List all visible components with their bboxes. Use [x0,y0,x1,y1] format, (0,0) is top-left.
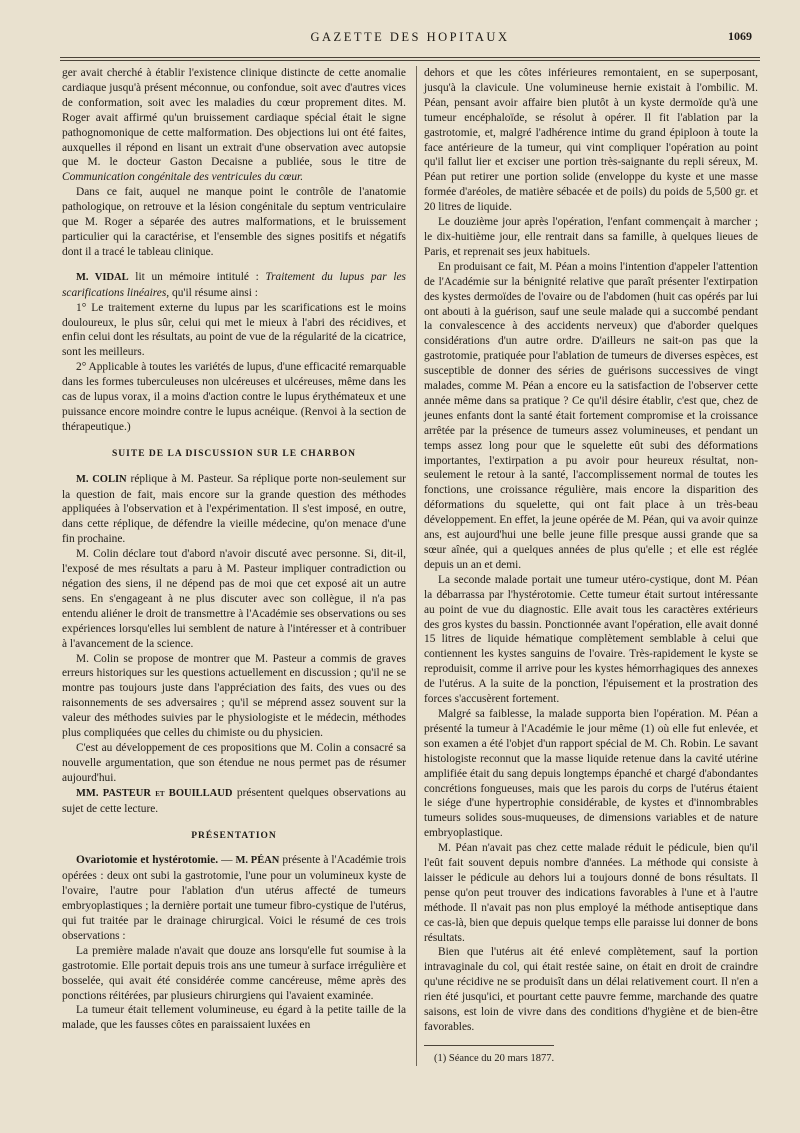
section-heading: PRÉSENTATION [191,830,277,841]
paragraph: M. Colin déclare tout d'abord n'avoir discuté avec personne. Si, dit-il, l'exposé de mes résultats a paru à M. Pasteur impliquer contradiction ou négation des siens, il ne dépend pas de moi que cet exposé ait un autre sens. En s'engageant à ne plus discuter avec son collègue, il n'a pas entendu aliéner le droit de transmettre à l'Académie ses observations ou ses expériences lorsqu'elles lui semblent de nature à l'intéresser et à contribuer à l'avancement de la science. [62,548,406,650]
paragraph: Le douzième jour après l'opération, l'enfant commençait à marcher ; le dix-huitième jour, elle rentrait dans sa famille, à quelques lieues de Paris, et reprenait ses jeux habituels. [424,216,758,258]
paragraph: Bien que l'utérus ait été enlevé complètement, sauf la portion intravaginale du col, qui était restée saine, on était en droit de craindre qu'une récidive ne se produisît dans un délai relativement court. Il n'en a rien été jusqu'ici, et pourtant cette pauvre femme, marchande des quatre saisons, est loin de vivre dans des conditions d'hygiène et de bien-être favorables. [424,946,758,1033]
speaker-name: MM. PASTEUR et BOUILLAUD [76,787,233,799]
publication-title: Communication congénitale des ventricules du cœur. [62,171,304,184]
page-number: 1069 [728,29,752,43]
paragraph: Ovariotomie et hystérotomie. — M. PÉAN présente à l'Académie trois opérées : deux ont subi la gastrotomie, l'une pour un volumineux kyste de l'ovaire, l'autre pour l'ablation d'un utérus affecté de tumeurs embryoplastiques ; la dernière portait une tumeur fibro-cystique de l'utérus, qui fut traitée par le drainage chirurgical. Voici le résumé de ces trois observations : [62,854,407,942]
paragraph: C'est au développement de ces propositions que M. Colin a consacré sa nouvelle argumentation, que son étendue ne nous permet pas de résumer aujourd'hui. [62,741,406,784]
paragraph: M. VIDAL lit un mémoire intitulé : Traitement du lupus par les scarifications linéaires, qu'il résume ainsi : [62,270,406,299]
paragraph: En produisant ce fait, M. Péan a moins l'intention d'appeler l'attention de l'Académie sur la bénignité relative que paraît présenter l'extirpation des kystes dermoïdes de l'ovaire ou de l'abdomen (huit cas opérés par lui ont abouti à la guérison, sauf une seule malade qui a succombé pendant la convalescence à des accidents nerveux) que d'aborder quelques considérations d'un autre ordre. D'ailleurs ne sait-on pas que la gastrotomie, pratiquée pour l'ablation de tumeurs de diverses espèces, est susceptible de donner des séries de guérisons successives de vingt malades, comme M. Péan a encore eu la satisfaction de l'observer cette année même dans sa pratique ? Ce qu'il désire établir, c'est que, chez de jeunes enfants dont la santé était fortement compromise et la croissance arrêtée par la présence de tumeurs assez volumineuses, et pendant un temps assez long pour que le squelette eût subi des déformations importantes, l'extirpation a pu avoir pour heureux résultat, non-seulement le retour à la santé, l'accomplissement normal de toutes les fonctions, une croissance régulière, mais encore la disparition des déformations du squelette, qui ont fait place à un très-beau développement. En effet, la jeune opérée de M. Péan, qui va avoir quinze ans, est aujourd'hui une belle jeune fille presque aussi grande que sa sœur aînée, qui a quelques années de plus qu'elle ; et elle est réglée depuis un an et demi. [424,260,758,571]
paragraph: 1° Le traitement externe du lupus par les scarifications est le moins douloureux, le plus sûr, celui qui met le mieux à l'abri des récidives, et enfin celui dont les résultats, au point de vue de la régularité de la cicatrice, sont les meilleurs. [62,301,406,359]
header-rule [60,57,760,58]
footnote-separator [424,1045,554,1046]
column-divider [416,66,417,1066]
article-title: Ovariotomie et hystérotomie. [76,854,219,867]
paragraph: dehors et que les côtes inférieures remontaient, en se superposant, jusqu'à la clavicule. Une volumineuse hernie existait à l'ombilic. M. Péan, pensant avoir affaire bien plutôt à un kyste dermoïde qu'à une tumeur encéphaloïde, se résolut à opérer. Il fit l'ablation par la gastrotomie, et, malgré l'adhérence intime du grand épiploon à toute la face antérieure de la tumeur, qui vint compliquer l'opération au point qu'il fallut lier et exciser une portion très-saignante du repli séreux, M. Péan put retirer une portion solide (enveloppe du kyste et une masse formée d'aréoles, de matière sébacée et de poils) du poids de 5,500 gr. et 20 litres de liquide. [424,67,758,214]
paragraph: La tumeur était tellement volumineuse, eu égard à la petite taille de la malade, que les fausses côtes en paraissaient luxées en [62,1004,406,1032]
paragraph: 2° Applicable à toutes les variétés de lupus, d'une efficacité remarquable dans les formes tuberculeuses non ulcéreuses et ulcéreuses, même dans les cas de lupus vorax, il a moins d'action contre le lupus érythémateux et une puissance encore moindre contre le lupus acnéique. (Renvoi à la section de thérapeutique.) [62,361,406,433]
right-column [424,66,758,1067]
paragraph: ger avait cherché à établir l'existence clinique distincte de cette anomalie cardiaque jusqu'à présent méconnue, ou confondue, soit avec d'autres vices de conformation, soit avec les maladies du cœur proprement dites. M. Roger avait affirmé qu'un bruissement cardiaque spécial était le signe pathognomonique de cette malformation. Des objections lui ont été faites, auxquelles il répond en lisant un extrait d'une observation avec autopsie que M. le docteur Gaston Decaisne a publiée, sous le titre de Communication congénitale des ventricules du cœur. [62,67,406,184]
speaker-name: M. PÉAN [235,855,280,867]
footnote: (1) Séance du 20 mars 1877. [434,1052,555,1064]
paragraph: M. COLIN réplique à M. Pasteur. Sa réplique porte non-seulement sur la question de fait, mais encore sur la grande question des méthodes appliquées à l'observation et à l'expérimentation. Il s'est imposé, en outre, dans cette réplique, de défendre la vieille médecine, qu'on menace d'une fin prochaine. [62,472,406,546]
paragraph: La première malade n'avait que douze ans lorsqu'elle fut soumise à la gastrotomie. Elle portait depuis trois ans une tumeur à surface irrégulière et bosselée, qui avait été considérée comme cancéreuse, même après des ponctions réitérées, par plusieurs chirurgiens qui l'avaient examinée. [62,944,406,1002]
paragraph: La seconde malade portait une tumeur utéro-cystique, dont M. Péan la débarrassa par l'hystérotomie. Cette tumeur était surtout intéressante au point de vue du diagnostic. Elle avait tous les caractères extérieurs des gros kystes du bassin. Ponctionnée avant l'opération, elle avait donné 15 litres de liquide hématique complètement semblable à celui que contiennent les kystes sanguins de l'ovaire. Très-rapidement le kyste se reproduisit, comme il arrive pour les kystes hémorrhagiques des annexes de l'utérus. A la suite de la ponction, l'épuisement et la prostration des forces s'accusèrent fortement. [424,573,758,706]
speaker-name: M. COLIN [76,473,127,485]
header-rule-thin [60,60,760,61]
paragraph: Dans ce fait, auquel ne manque point le contrôle de l'anatomie pathologique, on retrouve et la lésion congénitale du septum ventriculaire que M. Roger a séparée des autres malformations, et le bruissement particulier qui la caractérise, et l'ensemble des signes positifs et négatifs dont il a tracé le tableau clinique. [62,186,406,258]
paragraph: Malgré sa faiblesse, la malade supporta bien l'opération. M. Péan a présenté la tumeur à l'Académie le jour même (1) où elle fut enlevée, et son examen a été l'objet d'un rapport spécial de M. Ch. Robin. Le savant histologiste reconnut que la masse liquide retenue dans la cavité utérine amplifiée était du sang depuis longtemps épanché et chargé d'abondantes concrétions fongueuses, mais que les parois du corps de l'utérus étaient le siége d'une hypertrophie considérable, de kystes et d'innombrables tumeurs solides sous-muqueuses, de dimensions variables et de nature embryoplastique. [424,707,758,840]
section-heading: SUITE DE LA DISCUSSION SUR LE CHARBON [112,448,356,459]
paragraph: M. Péan n'avait pas chez cette malade réduit le pédicule, bien qu'il l'eût fait souvent depuis nombre d'années. La méthode qui consiste à laisser le pédicule au dehors lui a toujours donné de bons résultats. Il pense qu'on peut trouver des indications favorables à l'une et à l'autre méthode. Il n'avait pas non plus employé la méthode antiseptique dans ce cas-là, bien que depuis quelque temps elle paraisse lui donner de bons résultats. [424,842,758,944]
paragraph: M. Colin se propose de montrer que M. Pasteur a commis de graves erreurs historiques sur les questions actuellement en discussion ; qu'il ne se montre pas toujours juste dans l'appréciation des faits, des vues ou des raisonnements de ses adversaires ; qu'il se méprend assez souvent sur la valeur des méthodes suivies par le physiologiste et le médecin, méthodes plus compliquées que celles du chimiste ou du physicien. [62,652,406,740]
paragraph: MM. PASTEUR et BOUILLAUD présentent quelques observations au sujet de cette lecture. [62,786,406,815]
speaker-name: M. VIDAL [76,271,129,283]
running-title: GAZETTE DES HOPITAUX [310,30,510,44]
memoir-title: Traitement du lupus par les scarifications linéaires, [62,270,406,299]
footnote-reference: (1) [641,722,655,735]
left-column [62,66,406,1033]
page-header [60,30,760,54]
